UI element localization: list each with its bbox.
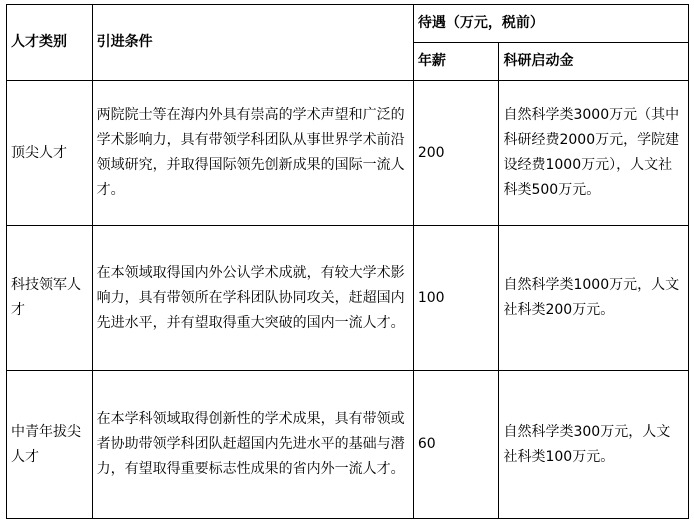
row-salary: 100 — [413, 226, 499, 371]
row-conditions: 在本学科领域取得创新性的学术成果，具有带领或者协助带领学科团队赶超国内先进水平的基础与潜力，有望取得重要标志性成果的省内外一流人才。 — [92, 371, 413, 519]
header-funding: 科研启动金 — [499, 43, 689, 81]
header-row — [7, 5, 689, 43]
table-row — [7, 226, 689, 371]
row-category: 科技领军人才 — [7, 226, 93, 371]
header-treatment: 待遇（万元，税前） — [413, 5, 688, 43]
row-funding: 自然科学类3000万元（其中科研经费2000万元，学院建设经费1000万元），人文社科类500万元。 — [499, 81, 689, 226]
table-row — [7, 371, 689, 519]
talent-table — [6, 4, 689, 519]
row-funding: 自然科学类300万元，人文社科类100万元。 — [499, 371, 689, 519]
row-funding: 自然科学类1000万元，人文社科类200万元。 — [499, 226, 689, 371]
header-category: 人才类别 — [7, 5, 93, 81]
row-conditions: 两院院士等在海内外具有崇高的学术声望和广泛的学术影响力，具有带领学科团队从事世界学术前沿领域研究，并取得国际领先创新成果的国际一流人才。 — [92, 81, 413, 226]
row-conditions: 在本领域取得国内外公认学术成就，有较大学术影响力，具有带领所在学科团队协同攻关，赶超国内先进水平，并有望取得重大突破的国内一流人才。 — [92, 226, 413, 371]
row-salary: 200 — [413, 81, 499, 226]
header-salary: 年薪 — [413, 43, 499, 81]
header-conditions: 引进条件 — [92, 5, 413, 81]
row-category: 顶尖人才 — [7, 81, 93, 226]
row-category: 中青年拔尖人才 — [7, 371, 93, 519]
table-row — [7, 81, 689, 226]
row-salary: 60 — [413, 371, 499, 519]
